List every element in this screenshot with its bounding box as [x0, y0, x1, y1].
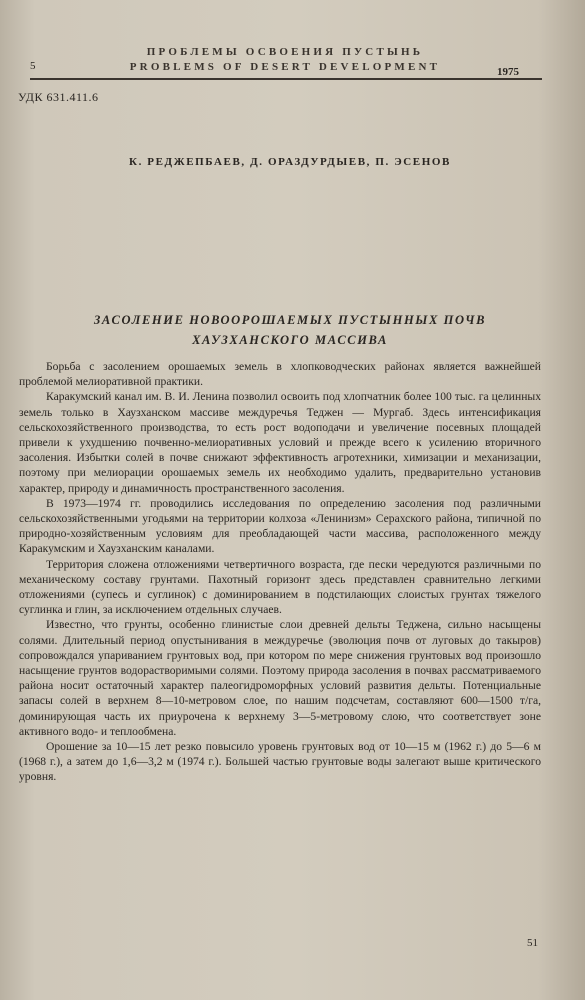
footer-page-number: 51 [527, 937, 538, 949]
article-title-line-1: ЗАСОЛЕНИЕ НОВООРОШАЕМЫХ ПУСТЫННЫХ ПОЧВ [93, 313, 487, 327]
article-body [19, 359, 541, 785]
article-title-line-2: ХАУЗХАНСКОГО МАССИВА [192, 333, 388, 347]
header-page-number: 5 [30, 60, 36, 72]
journal-title [100, 45, 470, 75]
paragraph: Известно, что грунты, особенно глинистые слои древней дельты Теджена, сильно насыщены солями. Длительный период опустынивания в междуречье (эволюция почв от луговых до такыров) сопровождался упариванием грунтовых вод, при котором по мере снижения грунтовых вод произошло насыщение грунтов водорастворимыми солями. Поэтому природа засоления в почвах рассматриваемого района носит остаточный характер палеогидроморфных условий развития дельты. Потенциальные запасы солей в верхнем 8—10-метровом слое, по нашим подсчетам, составляют 600—1500 т/га, доминирующая часть их приурочена к верхнему 3—5-метровому слою, что соответствует зоне активного водо- и теплообмена. [19, 618, 541, 738]
paragraph: В 1973—1974 гг. проводились исследования по определению засоления под различными сельскохозяйственными угодьями на территории колхоза «Ленинизм» Серахского района, типичной по природно-хозяйственным условиям для преобладающей части массива, расположенного между Каракумским и Хаузханским каналами. [19, 496, 541, 556]
udk-code: УДК 631.411.6 [18, 90, 99, 104]
paragraph: Территория сложена отложениями четвертичного возраста, где пески чередуются различными по механическому составу грунтами. Пахотный горизонт здесь представлен сравнительно легкими отложениями (супесь и суглинок) с доминированием в подстилающих слоистых грунтах тяжелого суглинка и глин, за исключением отдельных случаев. [19, 557, 541, 617]
paragraph: Каракумский канал им. В. И. Ленина позволил освоить под хлопчатник более 100 тыс. га целинных земель только в Хаузханском массиве междуречья Теджен — Мургаб. Здесь интенсификация сельскохозяйственного производства, то есть рост водоподачи и увеличение посевных площадей привели к ухудшению почвенно-мелиоративных условий и прежде всего к усилению вторичного засоления. Избытки солей в почве снижают эффективность агротехники, химизации и механизации, поэтому при мелиорации орошаемых земель их необходимо удалить, предварительно установив характер, природу и динамичность пространственного засоления. [19, 390, 541, 495]
header-rule [30, 78, 542, 80]
paragraph: Борьба с засолением орошаемых земель в хлопководческих районах является важнейшей проблемой мелиоративной практики. [19, 360, 541, 389]
header-year: 1975 [497, 66, 519, 78]
journal-title-en: PROBLEMS OF DESERT DEVELOPMENT [129, 61, 441, 73]
authors: К. РЕДЖЕПБАЕВ, Д. ОРАЗДУРДЫЕВ, П. ЭСЕНОВ [129, 156, 451, 168]
paragraph: Орошение за 10—15 лет резко повысило уровень грунтовых вод от 10—15 м (1962 г.) до 5—6 м (1968 г.), а затем до 1,6—3,2 м (1974 г.). Большей частью грунтовые воды залегают выше критического уровня. [19, 740, 541, 784]
journal-title-ru: ПРОБЛЕМЫ ОСВОЕНИЯ ПУСТЫНЬ [146, 46, 424, 58]
article-title [40, 310, 540, 350]
